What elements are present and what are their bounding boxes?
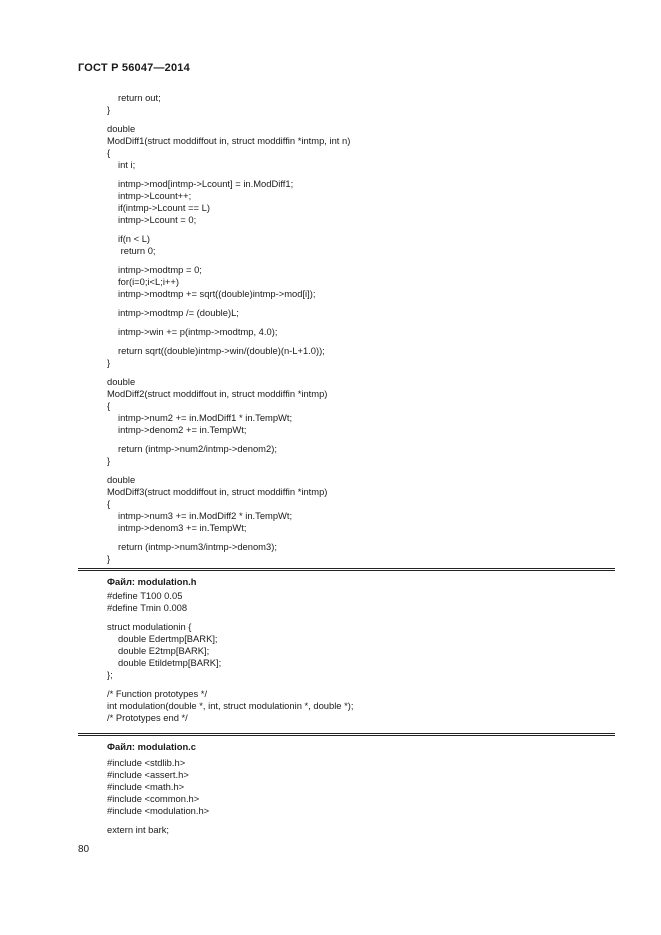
code-line: ModDiff1(struct moddiffout in, struct moddiffin *intmp, int n) bbox=[107, 135, 351, 146]
blank-line bbox=[107, 369, 350, 376]
code-line: intmp->win += p(intmp->modtmp, 4.0); bbox=[118, 326, 278, 337]
code-line: return out; bbox=[118, 92, 161, 103]
code-line: intmp->denom2 += in.TempWt; bbox=[118, 424, 247, 435]
code-line: #define Tmin 0.008 bbox=[107, 602, 188, 613]
code-line: intmp->Lcount++; bbox=[118, 190, 192, 201]
blank-line bbox=[107, 534, 350, 541]
code-line: double bbox=[107, 123, 136, 134]
code-block-modulation-c bbox=[107, 757, 209, 836]
code-line: #include <assert.h> bbox=[107, 769, 189, 780]
code-line: return (intmp->num2/intmp->denom2); bbox=[118, 443, 277, 454]
blank-line bbox=[107, 338, 350, 345]
file-title-modulation-c: Файл: modulation.c bbox=[107, 741, 196, 752]
code-line: { bbox=[107, 147, 111, 158]
code-line: } bbox=[107, 104, 111, 115]
code-line: intmp->num2 += in.ModDiff1 * in.TempWt; bbox=[118, 412, 293, 423]
code-line: int i; bbox=[118, 159, 136, 170]
code-line: #include <math.h> bbox=[107, 781, 185, 792]
document-header: ГОСТ Р 56047—2014 bbox=[78, 62, 190, 74]
code-line: intmp->mod[intmp->Lcount] = in.ModDiff1; bbox=[118, 178, 294, 189]
code-line: double bbox=[107, 474, 136, 485]
code-line: struct modulationin { bbox=[107, 621, 192, 632]
blank-line bbox=[107, 467, 350, 474]
blank-line bbox=[107, 116, 350, 123]
section-separator bbox=[78, 568, 615, 571]
code-line: intmp->modtmp += sqrt((double)intmp->mod[i]); bbox=[118, 288, 316, 299]
code-line: double Etildetmp[BARK]; bbox=[118, 657, 222, 668]
code-line: intmp->modtmp /= (double)L; bbox=[118, 307, 239, 318]
blank-line bbox=[107, 614, 354, 621]
code-line: extern int bark; bbox=[107, 824, 170, 835]
code-line: } bbox=[107, 357, 111, 368]
code-block-moddiff bbox=[107, 92, 350, 565]
code-line: } bbox=[107, 553, 111, 564]
code-line: ModDiff3(struct moddiffout in, struct moddiffin *intmp) bbox=[107, 486, 328, 497]
blank-line bbox=[107, 171, 350, 178]
code-line: intmp->denom3 += in.TempWt; bbox=[118, 522, 247, 533]
code-line: } bbox=[107, 455, 111, 466]
code-line: #include <modulation.h> bbox=[107, 805, 210, 816]
code-line: for(i=0;i<L;i++) bbox=[118, 276, 179, 287]
blank-line bbox=[107, 436, 350, 443]
blank-line bbox=[107, 319, 350, 326]
code-line: { bbox=[107, 498, 111, 509]
blank-line bbox=[107, 300, 350, 307]
section-separator bbox=[78, 733, 615, 736]
code-line: intmp->num3 += in.ModDiff2 * in.TempWt; bbox=[118, 510, 293, 521]
code-line: intmp->modtmp = 0; bbox=[118, 264, 202, 275]
page-number: 80 bbox=[78, 844, 90, 855]
code-line: return (intmp->num3/intmp->denom3); bbox=[118, 541, 277, 552]
code-line: #include <common.h> bbox=[107, 793, 200, 804]
code-line: double E2tmp[BARK]; bbox=[118, 645, 210, 656]
code-line: if(n < L) bbox=[118, 233, 151, 244]
code-line: double bbox=[107, 376, 136, 387]
code-line: #define T100 0.05 bbox=[107, 590, 183, 601]
code-line: double Edertmp[BARK]; bbox=[118, 633, 218, 644]
code-line: int modulation(double *, int, struct modulationin *, double *); bbox=[107, 700, 354, 711]
blank-line bbox=[107, 257, 350, 264]
code-line: }; bbox=[107, 669, 113, 680]
code-line: intmp->Lcount = 0; bbox=[118, 214, 197, 225]
blank-line bbox=[107, 817, 209, 824]
code-line: /* Prototypes end */ bbox=[107, 712, 188, 723]
blank-line bbox=[107, 681, 354, 688]
code-line: { bbox=[107, 400, 111, 411]
code-line: if(intmp->Lcount == L) bbox=[118, 202, 210, 213]
code-line: #include <stdlib.h> bbox=[107, 757, 186, 768]
file-title-modulation-h: Файл: modulation.h bbox=[107, 576, 197, 587]
code-line: /* Function prototypes */ bbox=[107, 688, 208, 699]
blank-line bbox=[107, 226, 350, 233]
code-line: return sqrt((double)intmp->win/(double)(n-L+1.0)); bbox=[118, 345, 325, 356]
code-block-modulation-h bbox=[107, 590, 354, 724]
code-line: ModDiff2(struct moddiffout in, struct moddiffin *intmp) bbox=[107, 388, 328, 399]
code-line: return 0; bbox=[118, 245, 156, 256]
